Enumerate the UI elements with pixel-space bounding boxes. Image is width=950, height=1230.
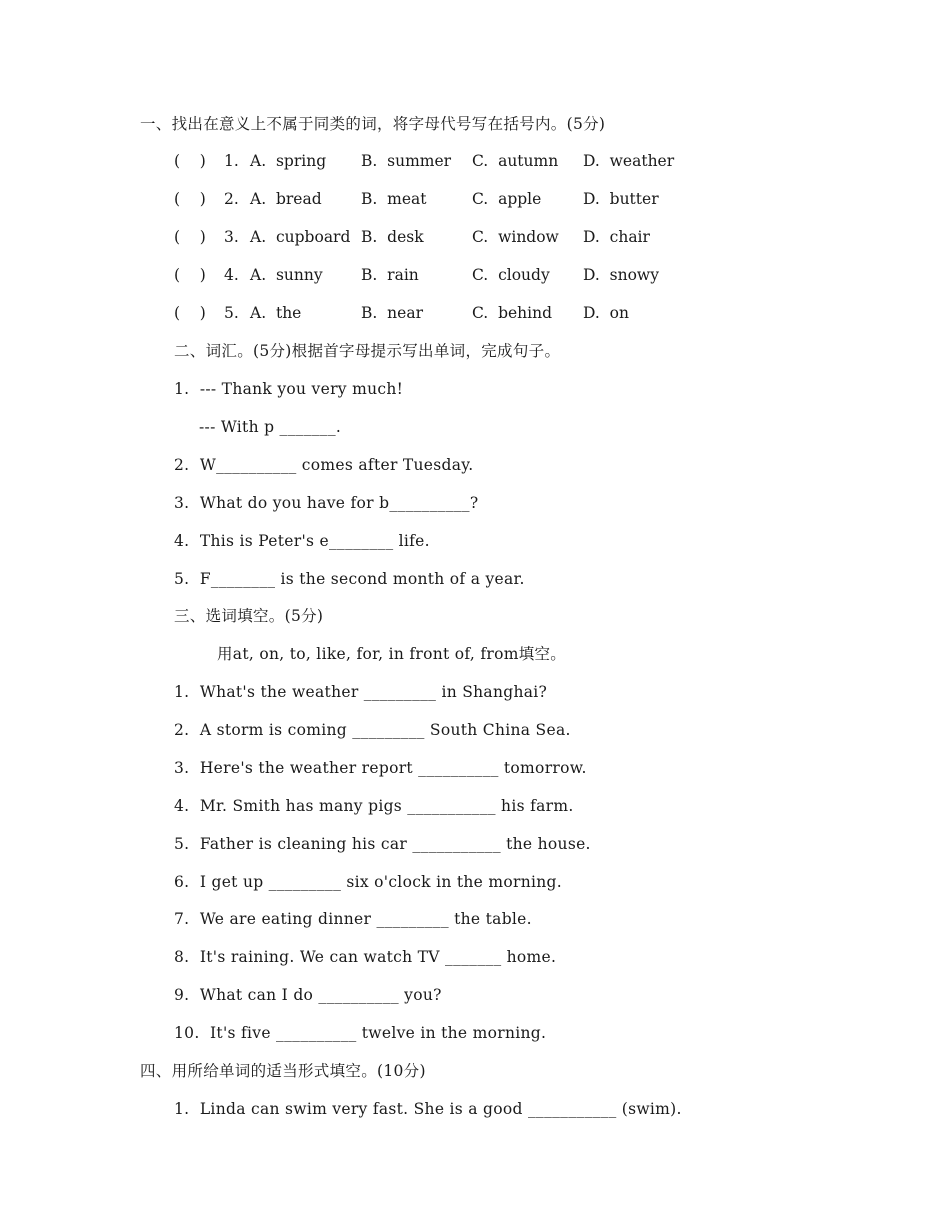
- option-c: C. apple: [472, 190, 542, 208]
- question-number: 4.: [224, 266, 239, 284]
- option-c: C. window: [472, 228, 559, 246]
- option-a: A. bread: [250, 190, 322, 208]
- answer-parentheses: ( ): [174, 304, 206, 322]
- sentence-item: 3. What do you have for b__________?: [174, 494, 479, 512]
- option-a: A. sunny: [250, 266, 323, 284]
- sentence-item: 1. --- Thank you very much!: [174, 380, 404, 398]
- sentence-item: 1. Linda can swim very fast. She is a good ___________ (swim).: [174, 1100, 682, 1118]
- question-number: 3.: [224, 228, 239, 246]
- section-1-title: 一、找出在意义上不属于同类的词，将字母代号写在括号内。(5分): [140, 115, 606, 133]
- option-b: B. rain: [361, 266, 419, 284]
- option-a: A. cupboard: [250, 228, 351, 246]
- option-d: D. weather: [583, 152, 675, 170]
- option-d: D. on: [583, 304, 629, 322]
- sentence-item: 4. This is Peter's e________ life.: [174, 532, 430, 550]
- question-number: 5.: [224, 304, 239, 322]
- section-2-title: 二、词汇。(5分)根据首字母提示写出单词，完成句子。: [174, 342, 561, 360]
- sentence-item: 4. Mr. Smith has many pigs ___________ his farm.: [174, 797, 574, 815]
- sentence-item: 3. Here's the weather report __________ tomorrow.: [174, 759, 587, 777]
- section-3-title: 三、选词填空。(5分): [174, 607, 324, 625]
- sentence-item: 9. What can I do __________ you?: [174, 986, 442, 1004]
- question-number: 2.: [224, 190, 239, 208]
- sentence-item: 2. A storm is coming _________ South China Sea.: [174, 721, 571, 739]
- question-row: [174, 265, 659, 285]
- question-row: [174, 151, 675, 171]
- answer-parentheses: ( ): [174, 228, 206, 246]
- sentence-item: 2. W__________ comes after Tuesday.: [174, 456, 474, 474]
- option-b: B. desk: [361, 228, 424, 246]
- option-d: D. butter: [583, 190, 659, 208]
- question-row: [174, 227, 650, 247]
- question-row: [174, 303, 629, 323]
- question-row: [174, 189, 659, 209]
- option-c: C. behind: [472, 304, 553, 322]
- option-d: D. chair: [583, 228, 650, 246]
- option-b: B. meat: [361, 190, 427, 208]
- sentence-item: 7. We are eating dinner _________ the table.: [174, 910, 532, 928]
- sentence-item: --- With p _______.: [199, 418, 342, 436]
- section-4-title: 四、用所给单词的适当形式填空。(10分): [140, 1062, 426, 1080]
- option-b: B. near: [361, 304, 423, 322]
- sentence-item: 5. Father is cleaning his car ___________ the house.: [174, 835, 591, 853]
- sentence-item: 5. F________ is the second month of a year.: [174, 570, 525, 588]
- option-c: C. cloudy: [472, 266, 550, 284]
- answer-parentheses: ( ): [174, 266, 206, 284]
- option-a: A. the: [250, 304, 302, 322]
- answer-parentheses: ( ): [174, 152, 206, 170]
- question-number: 1.: [224, 152, 239, 170]
- option-b: B. summer: [361, 152, 452, 170]
- option-d: D. snowy: [583, 266, 659, 284]
- option-a: A. spring: [250, 152, 327, 170]
- sentence-item: 6. I get up _________ six o'clock in the morning.: [174, 873, 562, 891]
- sentence-item: 1. What's the weather _________ in Shanghai?: [174, 683, 548, 701]
- sentence-item: 10. It's five __________ twelve in the morning.: [174, 1024, 547, 1042]
- section-3-instruction: 用at, on, to, like, for, in front of, from填空。: [217, 645, 567, 663]
- option-c: C. autumn: [472, 152, 559, 170]
- answer-parentheses: ( ): [174, 190, 206, 208]
- sentence-item: 8. It's raining. We can watch TV _______ home.: [174, 948, 557, 966]
